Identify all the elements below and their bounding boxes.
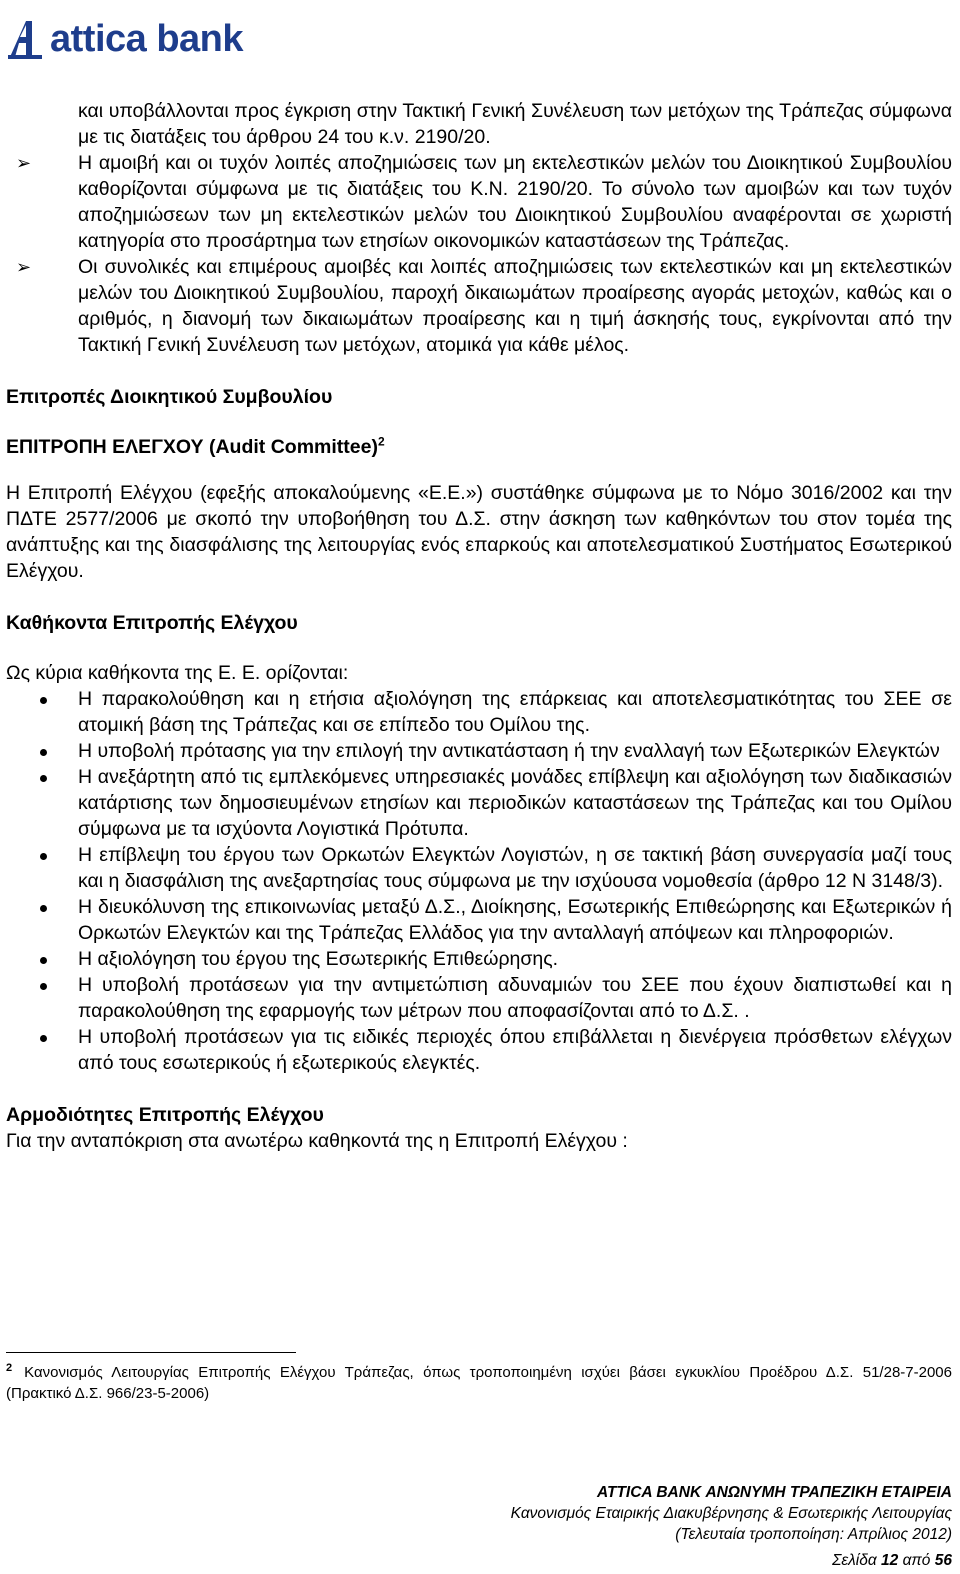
duty-text: Η διευκόλυνση της επικοινωνίας μεταξύ Δ.Σ., Διοίκησης, Εσωτερικής Επιθεώρησης και Εξωτερικών ή Ορκωτών Ελεγκτών και της Τράπεζας Ελλάδος για την ανταλλαγή απόψεων και πληροφοριών.: [78, 896, 952, 944]
duty-text: Η ανεξάρτητη από τις εμπλεκόμενες υπηρεσιακές μονάδες επίβλεψη και αξιολόγηση των διαδικασιών κατάρτισης των δημοσιευμένων ετησίων και περιοδικών καταστάσεων της Τράπεζας και του Ομίλου σύμφωνα με τα ισχύοντα Λογιστικά Πρότυπα.: [78, 766, 952, 840]
duties-intro: Ως κύρια καθήκοντα της Ε. Ε. ορίζονται:: [6, 662, 349, 684]
powers-intro: Για την ανταπόκριση στα ανωτέρω καθηκοντά της η Επιτροπή Ελέγχου :: [6, 1130, 628, 1152]
duty-text: Η υποβολή προτάσεων για τις ειδικές περιοχές όπου επιβάλλεται η διενέργεια πρόσθετων ελέγχων από τους εσωτερικούς ή εξωτερικούς ελεγκτές.: [78, 1026, 952, 1074]
footnote-ref: 2: [377, 434, 385, 449]
footnote-number: 2: [6, 1362, 13, 1374]
bullet-dot-icon: [40, 749, 47, 756]
duty-item: [6, 946, 952, 972]
footer-company: ATTICA BANK ΑΝΩΝΥΜΗ ΤΡΑΠΕΖΙΚΗ ΕΤΑΙΡΕΙΑ: [596, 1484, 952, 1501]
duty-item: [6, 738, 952, 764]
bullet-dot-icon: [40, 697, 47, 704]
duty-text: Η επίβλεψη του έργου των Ορκωτών Ελεγκτών Λογιστών, η σε τακτική βάση συνεργασία μαζί τους και η διασφάλιση της ανεξαρτησίας τους σύμφωνα με την ισχύουσα νομοθεσία (άρθρο 12 Ν 3148/3).: [78, 844, 952, 892]
bullet-dot-icon: [40, 775, 47, 782]
page-of: από: [902, 1552, 931, 1569]
arrow-list-item: [6, 150, 952, 254]
footer-revision: (Τελευταία τροποποίηση: Απρίλιος 2012): [675, 1526, 952, 1543]
duty-text: Η παρακολούθηση και η ετήσια αξιολόγηση της επάρκειας και αποτελεσματικότητας του ΣΕΕ σε ατομική βάση της Τράπεζας και σε επίπεδο του Ομίλου της.: [78, 688, 952, 736]
duty-item: [6, 842, 952, 894]
duty-item: [6, 764, 952, 842]
footnote-divider: [6, 1352, 296, 1353]
duty-item: [6, 1024, 952, 1076]
audit-heading-text: ΕΠΙΤΡΟΠΗ ΕΛΕΓΧΟΥ (Audit Committee): [6, 436, 378, 458]
duty-item: [6, 972, 952, 1024]
arrow-bullet-icon: ➢: [16, 153, 32, 173]
continued-paragraph: και υποβάλλονται προς έγκριση στην Τακτική Γενική Συνέλευση των μετόχων της Τράπεζας σύμφωνα με τις διατάξεις του άρθρου 24 του κ.ν. 2190/20.: [78, 100, 952, 148]
arrow-bullet-icon: ➢: [16, 257, 32, 277]
attica-logo-icon: [6, 17, 44, 61]
duty-text: Η αξιολόγηση του έργου της Εσωτερικής Επιθεώρησης.: [78, 948, 559, 970]
duty-item: [6, 894, 952, 946]
page-content: [6, 98, 952, 1154]
footnote: [6, 1358, 952, 1404]
bullet-dot-icon: [40, 983, 47, 990]
page-number: [832, 1548, 952, 1574]
page-total: 56: [934, 1552, 952, 1569]
section-title: Επιτροπές Διοικητικού Συμβουλίου: [6, 386, 333, 408]
duty-item: [6, 686, 952, 738]
bullet-dot-icon: [40, 905, 47, 912]
logo-text: attica bank: [50, 18, 244, 60]
bullet-dot-icon: [40, 957, 47, 964]
audit-paragraph: Η Επιτροπή Ελέγχου (εφεξής αποκαλούμενης «Ε.Ε.») συστάθηκε σύμφωνα με το Νόμο 3016/2002 και την ΠΔΤΕ 2577/2006 με σκοπό την υποβοήθηση του Δ.Σ. στην άσκηση των καθηκόντων του στον τομέα της ανάπτυξης και της διασφάλισης της λειτουργίας ενός επαρκούς και αποτελεσματικού Συστήματος Εσωτερικού Ελέγχου.: [6, 482, 952, 582]
arrow-item-text: Η αμοιβή και οι τυχόν λοιπές αποζημιώσεις των μη εκτελεστικών μελών του Διοικητικού Συμβουλίου καθορίζονται σύμφωνα με τις διατάξεις του Κ.Ν. 2190/20. Το σύνολο των αμοιβών και των τυχόν αποζημιώσεων των μη εκτελεστικών μελών του Διοικητικού Συμβουλίου αναφέρονται σε χωριστή κατηγορία στο προσάρτημα των ετησίων οικονομικών καταστάσεων της Τράπεζας.: [78, 152, 952, 252]
duty-text: Η υποβολή προτάσεων για την αντιμετώπιση αδυναμιών του ΣΕΕ που έχουν διαπιστωθεί και η παρακολούθηση της εφαρμογής των μέτρων που αποφασίζονται από το Δ.Σ. .: [78, 974, 952, 1022]
bank-logo: [6, 14, 243, 64]
arrow-item-text: Οι συνολικές και επιμέρους αμοιβές και λοιπές αποζημιώσεις των εκτελεστικών και μη εκτελεστικών μελών του Διοικητικού Συμβουλίου, παροχή δικαιωμάτων προαίρεσης αγοράς μετοχών, καθώς και ο αριθμός, η διανομή των δικαιωμάτων προαίρεσης και η τιμή άσκησής τους, εγκρίνονται από την Τακτική Γενική Συνέλευση των μετόχων, ατομικά για κάθε μέλος.: [78, 256, 952, 356]
audit-committee-heading: [6, 434, 952, 460]
page-current: 12: [881, 1552, 899, 1569]
footer-doc-title: Κανονισμός Εταιρικής Διακυβέρνησης & Εσωτερικής Λειτουργίας: [510, 1505, 952, 1522]
arrow-list-item: [6, 254, 952, 358]
footnote-text: Κανονισμός Λειτουργίας Επιτροπής Ελέγχου Τράπεζας, όπως τροποποιημένη ισχύει βάσει εγκυκλίου Προέδρου Δ.Σ. 51/28-7-2006 (Πρακτικό Δ.Σ. 966/23-5-2006): [6, 1364, 952, 1402]
bullet-dot-icon: [40, 1035, 47, 1042]
powers-heading: Αρμοδιότητες Επιτροπής Ελέγχου: [6, 1104, 324, 1126]
bullet-dot-icon: [40, 853, 47, 860]
duty-text: Η υποβολή πρότασης για την επιλογή την αντικατάσταση ή την εναλλαγή των Εξωτερικών Ελεγκτών: [78, 740, 940, 762]
page-footer: [511, 1482, 952, 1545]
duties-heading: Καθήκοντα Επιτροπής Ελέγχου: [6, 612, 298, 634]
page-label: Σελίδα: [832, 1552, 877, 1569]
